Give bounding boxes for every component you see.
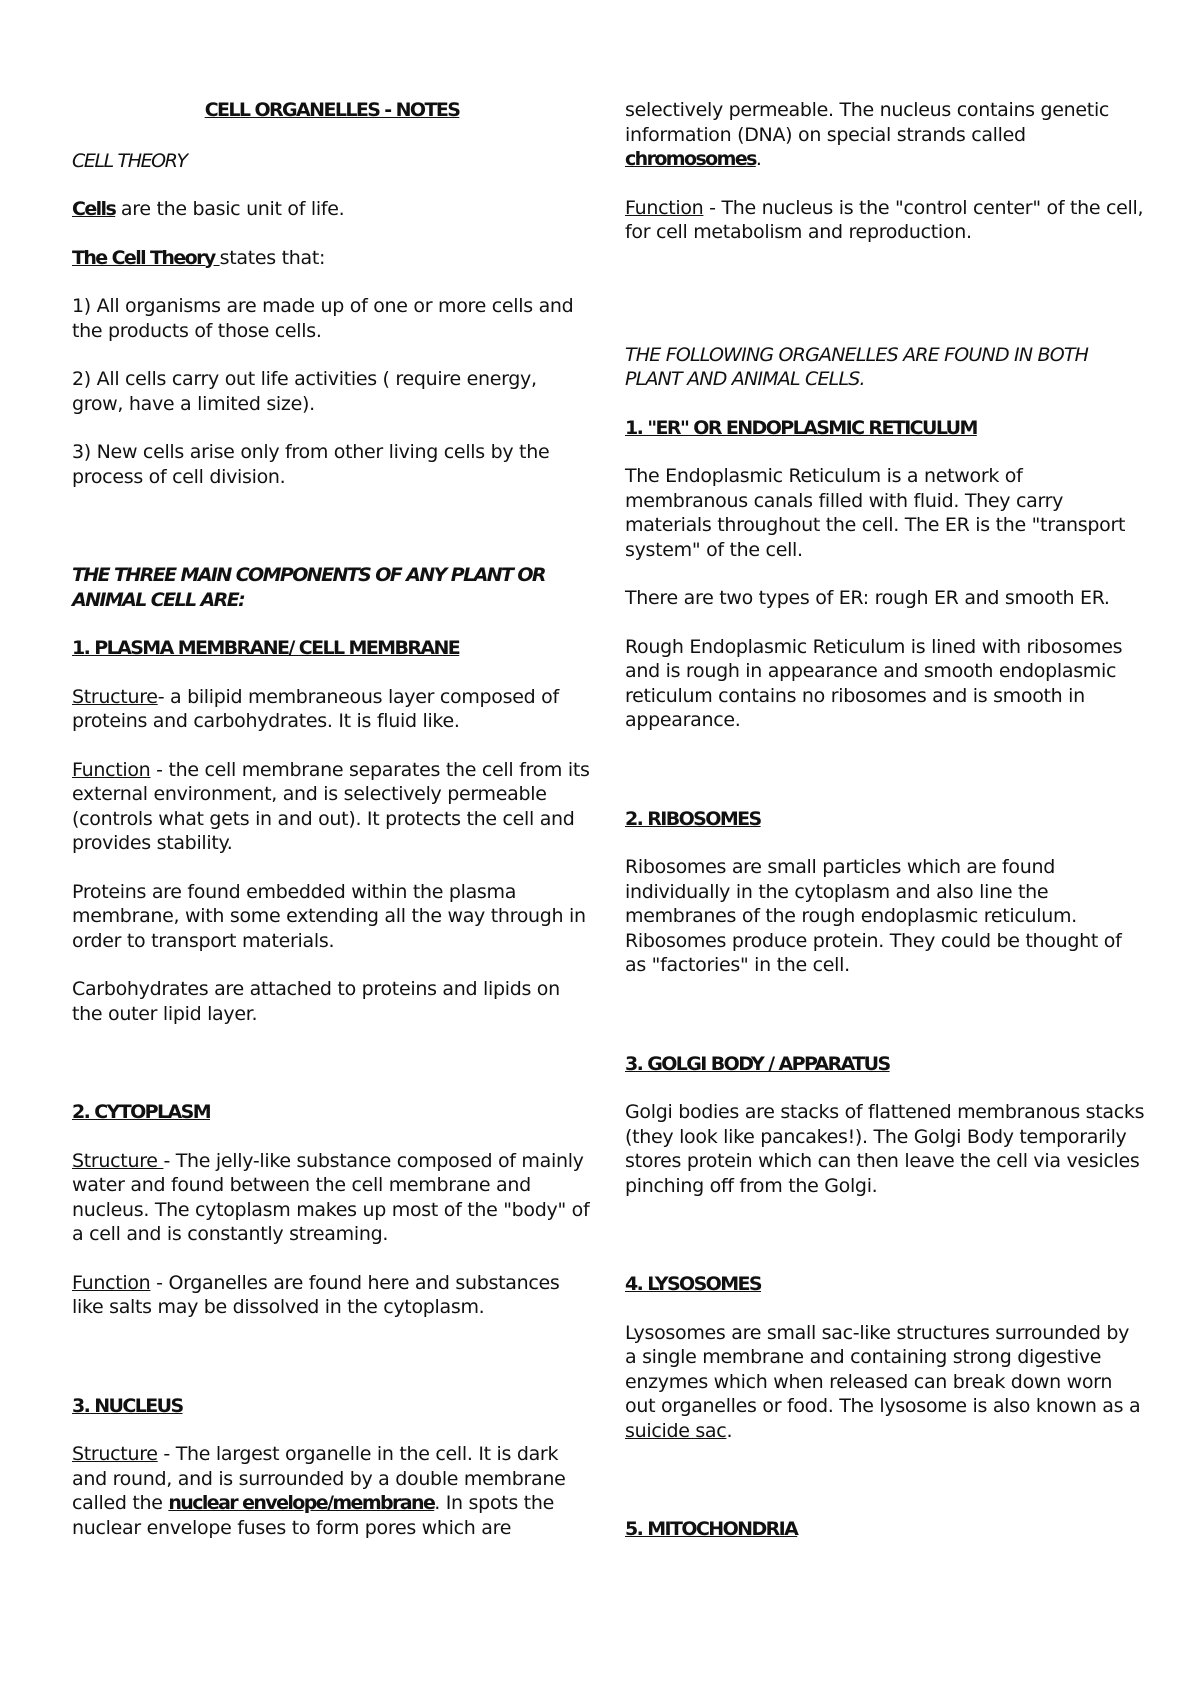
membrane-function (72, 758, 590, 856)
membrane-function-label: Function (72, 758, 151, 781)
nucleus-structure-label: Structure (72, 1443, 158, 1465)
cytoplasm-structure-label: Structure (72, 1149, 164, 1172)
ribosomes-heading: 2. RIBOSOMES (625, 807, 761, 830)
cytoplasm-heading: 2. CYTOPLASM (72, 1101, 210, 1123)
nucleus-cont-text-b: . (755, 148, 762, 170)
page-title: CELL ORGANELLES - NOTES (204, 99, 460, 121)
following-organelles-heading: THE FOLLOWING ORGANELLES ARE FOUND IN BOTH PLANT AND ANIMAL CELLS. (625, 343, 1089, 390)
right-column (625, 98, 1145, 1542)
nuclear-envelope-term: nuclear envelope/membrane (168, 1492, 435, 1514)
theory-point-2: 2) All cells carry out life activities ( require energy, grow, have a limited size). (72, 368, 537, 415)
cells-term: Cells (72, 198, 116, 220)
nucleus-function-text: - The nucleus is the "control center" of the cell, for cell metabolism and reproduction. (625, 196, 1144, 243)
golgi-description: Golgi bodies are stacks of flattened membranous stacks (they look like pancakes!). The Golgi Body temporarily stores protein which can then leave the cell via vesicles pinching off from the Golgi. (625, 1101, 1145, 1197)
lysosomes-description (625, 1321, 1145, 1444)
nucleus-continued (625, 98, 1145, 172)
cell-theory-term: The Cell Theory (72, 246, 220, 269)
cytoplasm-structure (72, 1149, 590, 1247)
cytoplasm-function-text: - Organelles are found here and substances like salts may be dissolved in the cytoplasm. (72, 1271, 560, 1318)
nucleus-structure (72, 1442, 590, 1540)
cells-definition (72, 197, 590, 222)
cell-theory-heading: CELL THEORY (72, 149, 187, 172)
cells-text: are the basic unit of life. (115, 198, 345, 220)
membrane-heading: 1. PLASMA MEMBRANE/ CELL MEMBRANE (72, 637, 460, 659)
theory-point-3: 3) New cells arise only from other living cells by the process of cell division. (72, 441, 550, 488)
membrane-structure (72, 685, 590, 734)
nucleus-structure-text-a: - The largest organelle in the cell. It is dark and round, and is surrounded by a double membrane called the (72, 1443, 566, 1514)
nucleus-function-label: Function (625, 196, 704, 219)
mitochondria-heading: 5. MITOCHONDRIA (625, 1518, 798, 1540)
theory-point-1: 1) All organisms are made up of one or more cells and the products of those cells. (72, 295, 574, 342)
nucleus-function (625, 196, 1145, 245)
chromosomes-term: chromosomes (625, 148, 756, 170)
nucleus-structure-text-b: . In spots the nuclear envelope fuses to form pores which are (72, 1492, 554, 1539)
cell-theory-intro (72, 246, 590, 271)
ribosomes-description: Ribosomes are small particles which are found individually in the cytoplasm and also line the membranes of the rough endoplasmic reticulum. Ribosomes produce protein. They could be thought of as "factories" in the cell. (625, 856, 1122, 976)
nucleus-cont-text-a: selectively permeable. The nucleus contains genetic information (DNA) on special strands called (625, 99, 1110, 146)
cytoplasm-function (72, 1271, 590, 1320)
left-column (72, 98, 590, 1540)
cytoplasm-structure-text: - The jelly-like substance composed of mainly water and found between the cell membrane and nucleus. The cytoplasm makes up most of the "body" of a cell and is constantly streaming. (72, 1149, 590, 1245)
er-heading: 1. "ER" OR ENDOPLASMIC RETICULUM (625, 416, 977, 439)
membrane-structure-text: - a bilipid membraneous layer composed of proteins and carbohydrates. It is fluid like. (72, 685, 559, 732)
cell-theory-text: states that: (219, 246, 326, 269)
lysosomes-text-a: Lysosomes are small sac-like structures surrounded by a single membrane and containing strong digestive enzymes which when released can break down worn out organelles or food. The lysosome is also known as a (625, 1321, 1141, 1417)
components-heading: THE THREE MAIN COMPONENTS OF ANY PLANT OR ANIMAL CELL ARE: (72, 564, 545, 611)
membrane-function-text: - the cell membrane separates the cell from its external environment, and is selectively permeable (controls what gets in and out). It protects the cell and provides stability. (72, 758, 590, 854)
lysosomes-heading: 4. LYSOSOMES (625, 1273, 762, 1295)
er-description: The Endoplasmic Reticulum is a network of membranous canals filled with fluid. They carry materials throughout the cell. The ER is the "transport system" of the cell. (625, 465, 1126, 561)
er-types: There are two types of ER: rough ER and smooth ER. (625, 587, 1110, 609)
cytoplasm-function-label: Function (72, 1271, 151, 1294)
membrane-structure-label: Structure (72, 685, 158, 708)
membrane-proteins: Proteins are found embedded within the plasma membrane, with some extending all the way through in order to transport materials. (72, 880, 586, 952)
lysosomes-text-b: . (726, 1419, 733, 1442)
membrane-carbohydrates: Carbohydrates are attached to proteins and lipids on the outer lipid layer. (72, 978, 560, 1025)
nucleus-heading: 3. NUCLEUS (72, 1394, 183, 1417)
golgi-heading: 3. GOLGI BODY / APPARATUS (625, 1052, 890, 1075)
er-rough-smooth: Rough Endoplasmic Reticulum is lined with ribosomes and is rough in appearance and smooth endoplasmic reticulum contains no ribosomes and is smooth in appearance. (625, 635, 1123, 731)
suicide-sac-term: suicide sac (625, 1419, 727, 1442)
